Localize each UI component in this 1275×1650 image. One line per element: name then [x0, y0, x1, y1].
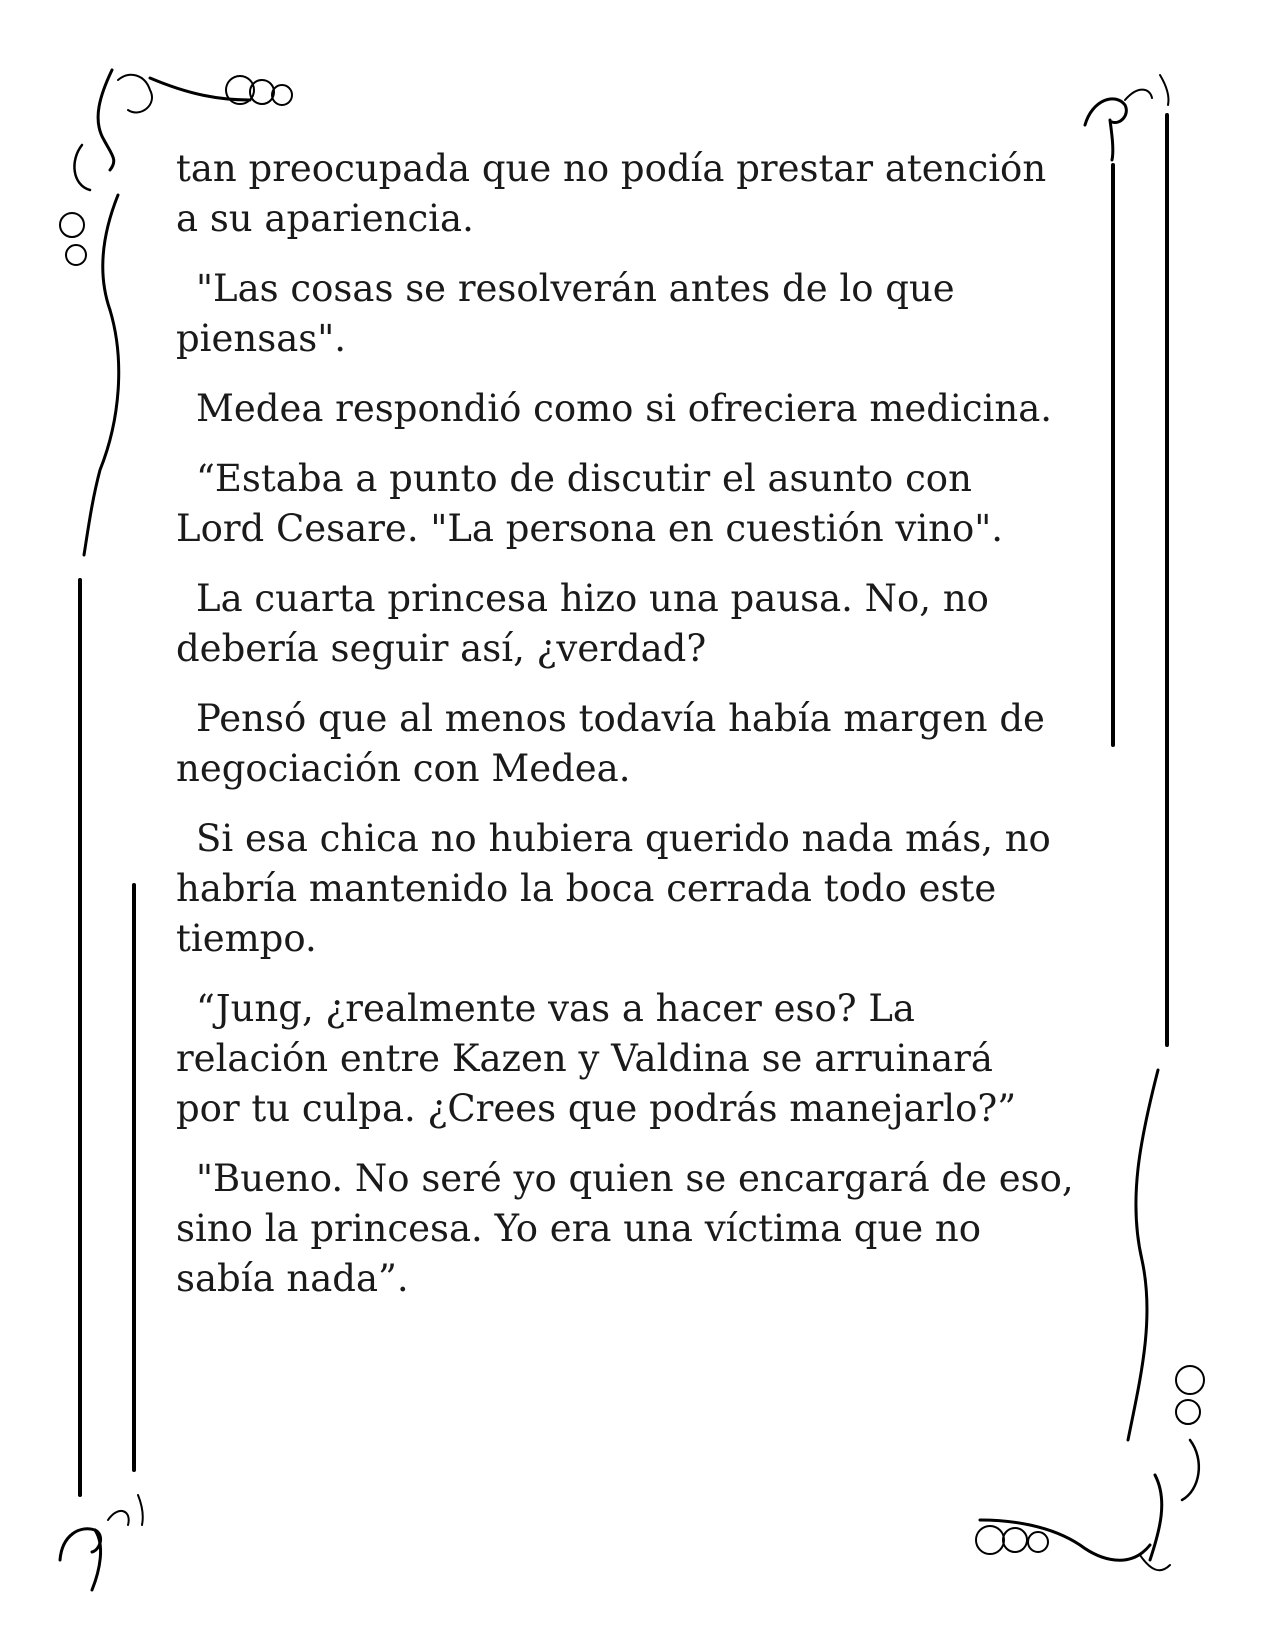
paragraph: La cuarta princesa hizo una pausa. No, no debería seguir así, ¿verdad?	[176, 577, 989, 670]
paragraph: "Las cosas se resolverán antes de lo que piensas".	[176, 267, 955, 360]
paragraph: "Bueno. No seré yo quien se encargará de eso, sino la princesa. Yo era una víctima que no sabía nada”.	[176, 1157, 1074, 1300]
paragraph: Pensó que al menos todavía había margen de negociación con Medea.	[176, 697, 1045, 790]
page-body-text	[176, 144, 1096, 1324]
top-right-flourish	[1085, 75, 1169, 160]
paragraph: “Estaba a punto de discutir el asunto con Lord Cesare. "La persona en cuestión vino".	[176, 457, 1004, 550]
paragraph: Medea respondió como si ofreciera medicina.	[196, 387, 1053, 430]
bottom-left-flourish	[60, 1495, 143, 1590]
paragraph: tan preocupada que no podía prestar atención a su apariencia.	[176, 147, 1047, 240]
paragraph: “Jung, ¿realmente vas a hacer eso? La relación entre Kazen y Valdina se arruinará por tu culpa. ¿Crees que podrás manejarlo?”	[176, 987, 1017, 1130]
paragraph: Si esa chica no hubiera querido nada más, no habría mantenido la boca cerrada todo este tiempo.	[176, 817, 1051, 960]
